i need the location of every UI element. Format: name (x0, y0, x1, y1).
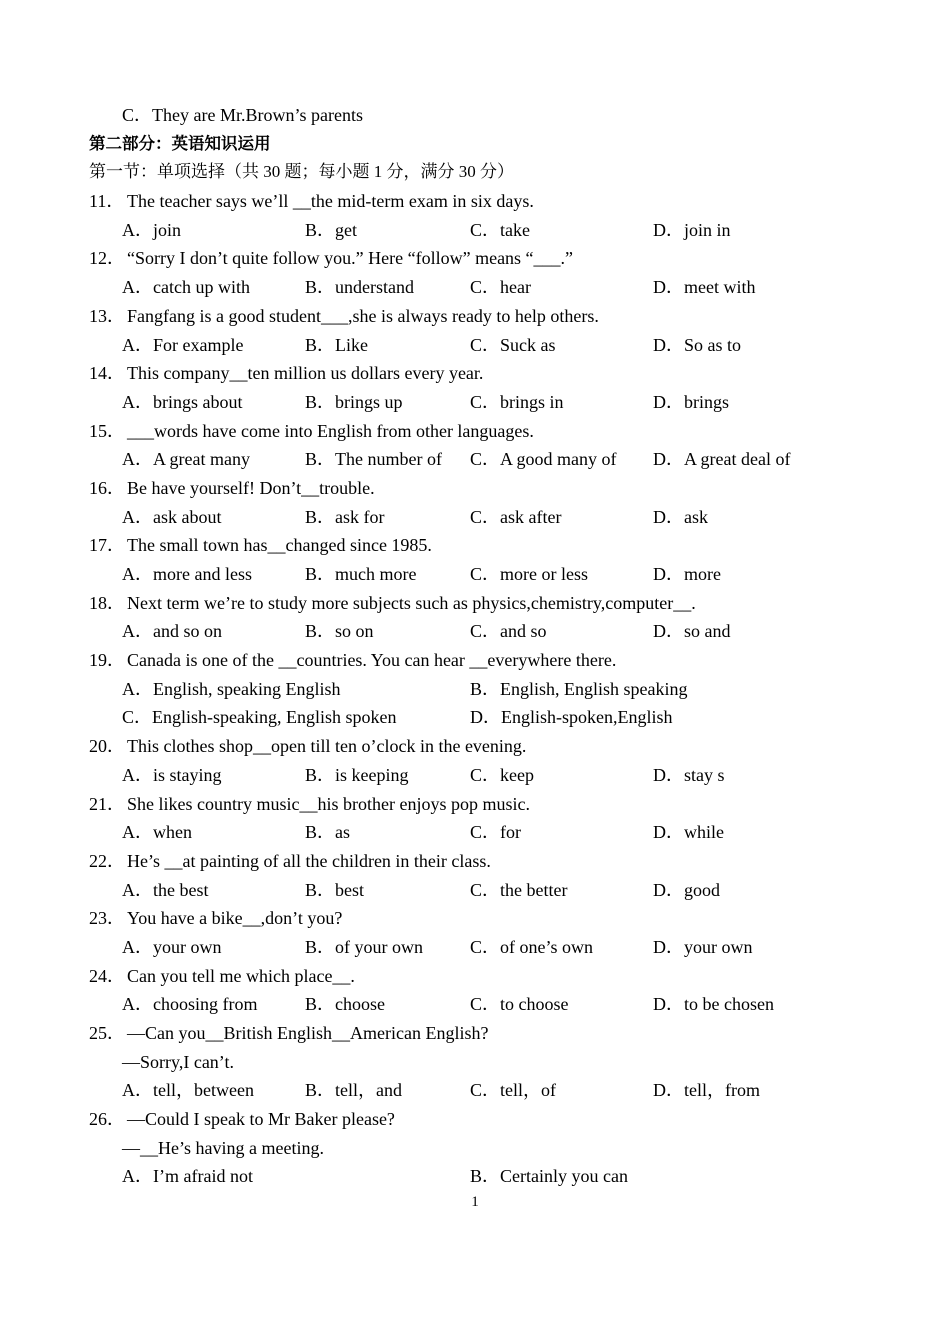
question-number: 19． (89, 650, 125, 671)
option-a: A．A great many (122, 449, 250, 470)
option-a: A．more and less (122, 564, 252, 584)
option-a: A．English, speaking English (122, 678, 341, 699)
question-stem (89, 359, 869, 388)
option-a: A．the best (122, 879, 209, 900)
question-stem (89, 589, 869, 618)
option-a: A．is staying (122, 764, 222, 785)
option-d: D．English-spoken,English (470, 707, 673, 728)
options-row (89, 990, 869, 1019)
option-d: D．while (653, 822, 724, 843)
option-d: D．more (653, 564, 721, 584)
option-b: B．understand (305, 277, 414, 298)
section-title: 第一节：单项选择（共 30 题；每小题 1 分，满分 30 分） (89, 162, 514, 182)
question-stem (89, 847, 869, 876)
option-d: D．So as to (653, 334, 742, 355)
option-d: D．brings (653, 391, 729, 412)
options-row (89, 876, 869, 905)
question-text: Be have yourself! Don’t__trouble. (127, 477, 375, 498)
options-row (89, 388, 869, 417)
option-c: C．English-speaking, English spoken (122, 707, 397, 728)
options-row (89, 331, 869, 360)
option-b: B．is keeping (305, 764, 409, 785)
option-a: A．catch up with (122, 277, 250, 298)
question-text: ___words have come into English from other languages. (127, 420, 534, 441)
question-number: 16． (89, 477, 125, 498)
question-text: Fangfang is a good student___,she is always ready to help others. (127, 305, 599, 326)
option-d: D．join in (653, 219, 731, 240)
question-number: 15． (89, 420, 125, 441)
options-row (89, 617, 869, 646)
option-b: B．ask for (305, 506, 385, 527)
question-stem (89, 1019, 869, 1048)
option-d: D．good (653, 879, 720, 900)
option-a: A．For example (122, 334, 244, 355)
option-b: B．brings up (305, 391, 403, 412)
question-text: She likes country music__his brother enjoys pop music. (127, 793, 530, 814)
options-row (89, 1162, 869, 1191)
option-b: B．tell，and (305, 1080, 402, 1101)
option-d: D．so and (653, 621, 731, 642)
question-number: 13． (89, 305, 125, 326)
option-a: A．your own (122, 936, 222, 957)
options-row (89, 1076, 869, 1105)
option-c: C．A good many of (470, 449, 617, 470)
question-number: 21． (89, 793, 125, 814)
options-row (89, 703, 869, 732)
option-b: B．The number of (305, 449, 442, 470)
option-a: A．choosing from (122, 994, 258, 1015)
options-row (89, 933, 869, 962)
option-a: A．brings about (122, 391, 243, 412)
options-row (89, 273, 869, 302)
question-number: 11． (89, 191, 125, 212)
dialogue-reply: —__He’s having a meeting. (122, 1137, 324, 1158)
option-d: D．A great deal of (653, 449, 791, 470)
question-stem (89, 187, 869, 216)
option-c: C．keep (470, 764, 534, 785)
option-c: C．more or less (470, 564, 588, 584)
question-text: —Can you__British English__American English? (127, 1023, 489, 1043)
question-text: Next term we’re to study more subjects such as physics,chemistry,computer__. (127, 592, 696, 613)
options-row (89, 445, 869, 474)
question-text: The small town has__changed since 1985. (127, 535, 432, 556)
option-b: B．Like (305, 334, 368, 355)
question-text: “Sorry I don’t quite follow you.” Here “follow” means “___.” (127, 248, 574, 269)
document-body (89, 101, 869, 1191)
question-stem (89, 962, 869, 991)
option-c: C．take (470, 219, 530, 240)
option-d: D．stay s (653, 764, 725, 785)
part-title: 第二部分：英语知识运用 (89, 133, 271, 153)
question-number: 23． (89, 908, 125, 929)
question-stem (89, 732, 869, 761)
question-stem (89, 904, 869, 933)
option-c: C．hear (470, 277, 531, 298)
option-d: D．your own (653, 936, 753, 957)
option-c: C．tell，of (470, 1080, 556, 1101)
question-stem (89, 417, 869, 446)
question-text: The teacher says we’ll __the mid-term exam in six days. (127, 191, 534, 212)
option-c: C．ask after (470, 506, 562, 527)
option-c: C．the better (470, 879, 568, 900)
option-b: B．English, English speaking (470, 678, 688, 699)
option-b: B．as (305, 822, 350, 843)
option-d: D．tell，from (653, 1080, 760, 1101)
question-stem (89, 244, 869, 273)
option-d: D．to be chosen (653, 994, 774, 1015)
option-a: A．and so on (122, 621, 222, 642)
question-stem (89, 646, 869, 675)
question-number: 14． (89, 363, 125, 384)
option-c: C．of one’s own (470, 936, 593, 957)
options-row (89, 761, 869, 790)
question-stem (89, 474, 869, 503)
option-a: A．I’m afraid not (122, 1166, 253, 1187)
option-b: B．choose (305, 994, 385, 1015)
question-number: 18． (89, 592, 125, 613)
option-a: A．when (122, 822, 192, 843)
question-text: This clothes shop__open till ten o’clock in the evening. (127, 736, 527, 757)
question-stem (89, 302, 869, 331)
option-c: C．for (470, 822, 521, 843)
question-stem (89, 790, 869, 819)
previous-option-c: C．They are Mr.Brown’s parents (122, 105, 363, 125)
question-text: You have a bike__,don’t you? (127, 908, 343, 929)
option-b: B．much more (305, 564, 417, 584)
option-d: D．meet with (653, 277, 756, 298)
option-a: A．join (122, 219, 182, 240)
option-a: A．tell，between (122, 1080, 254, 1101)
option-b: B．so on (305, 621, 374, 642)
question-text: Can you tell me which place__. (127, 965, 355, 986)
option-a: A．ask about (122, 506, 222, 527)
page-number: 1 (471, 1194, 479, 1210)
dialogue-reply: —Sorry,I can’t. (122, 1051, 234, 1072)
question-stem (89, 531, 869, 560)
options-row (89, 560, 869, 589)
question-list (89, 187, 869, 1191)
option-b: B．best (305, 879, 365, 900)
question-number: 22． (89, 850, 125, 871)
question-text: —Could I speak to Mr Baker please? (127, 1109, 395, 1130)
question-text: Canada is one of the __countries. You can hear __everywhere there. (127, 650, 617, 671)
option-b: B．Certainly you can (470, 1166, 628, 1187)
question-number: 17． (89, 535, 125, 556)
options-row (89, 503, 869, 532)
question-number: 24． (89, 965, 125, 986)
question-number: 25． (89, 1023, 125, 1043)
question-text: He’s __at painting of all the children in their class. (127, 850, 491, 871)
question-number: 20． (89, 736, 125, 757)
question-stem (89, 1105, 869, 1134)
options-row (89, 818, 869, 847)
option-c: C．Suck as (470, 334, 556, 355)
option-b: B．get (305, 219, 357, 240)
question-text: This company__ten million us dollars every year. (127, 363, 484, 384)
option-c: C．to choose (470, 994, 569, 1015)
option-d: D．ask (653, 506, 708, 527)
question-number: 26． (89, 1109, 125, 1130)
option-c: C．and so (470, 621, 547, 642)
options-row (89, 216, 869, 245)
question-number: 12． (89, 248, 125, 269)
option-c: C．brings in (470, 391, 564, 412)
options-row (89, 675, 869, 704)
option-b: B．of your own (305, 936, 423, 957)
